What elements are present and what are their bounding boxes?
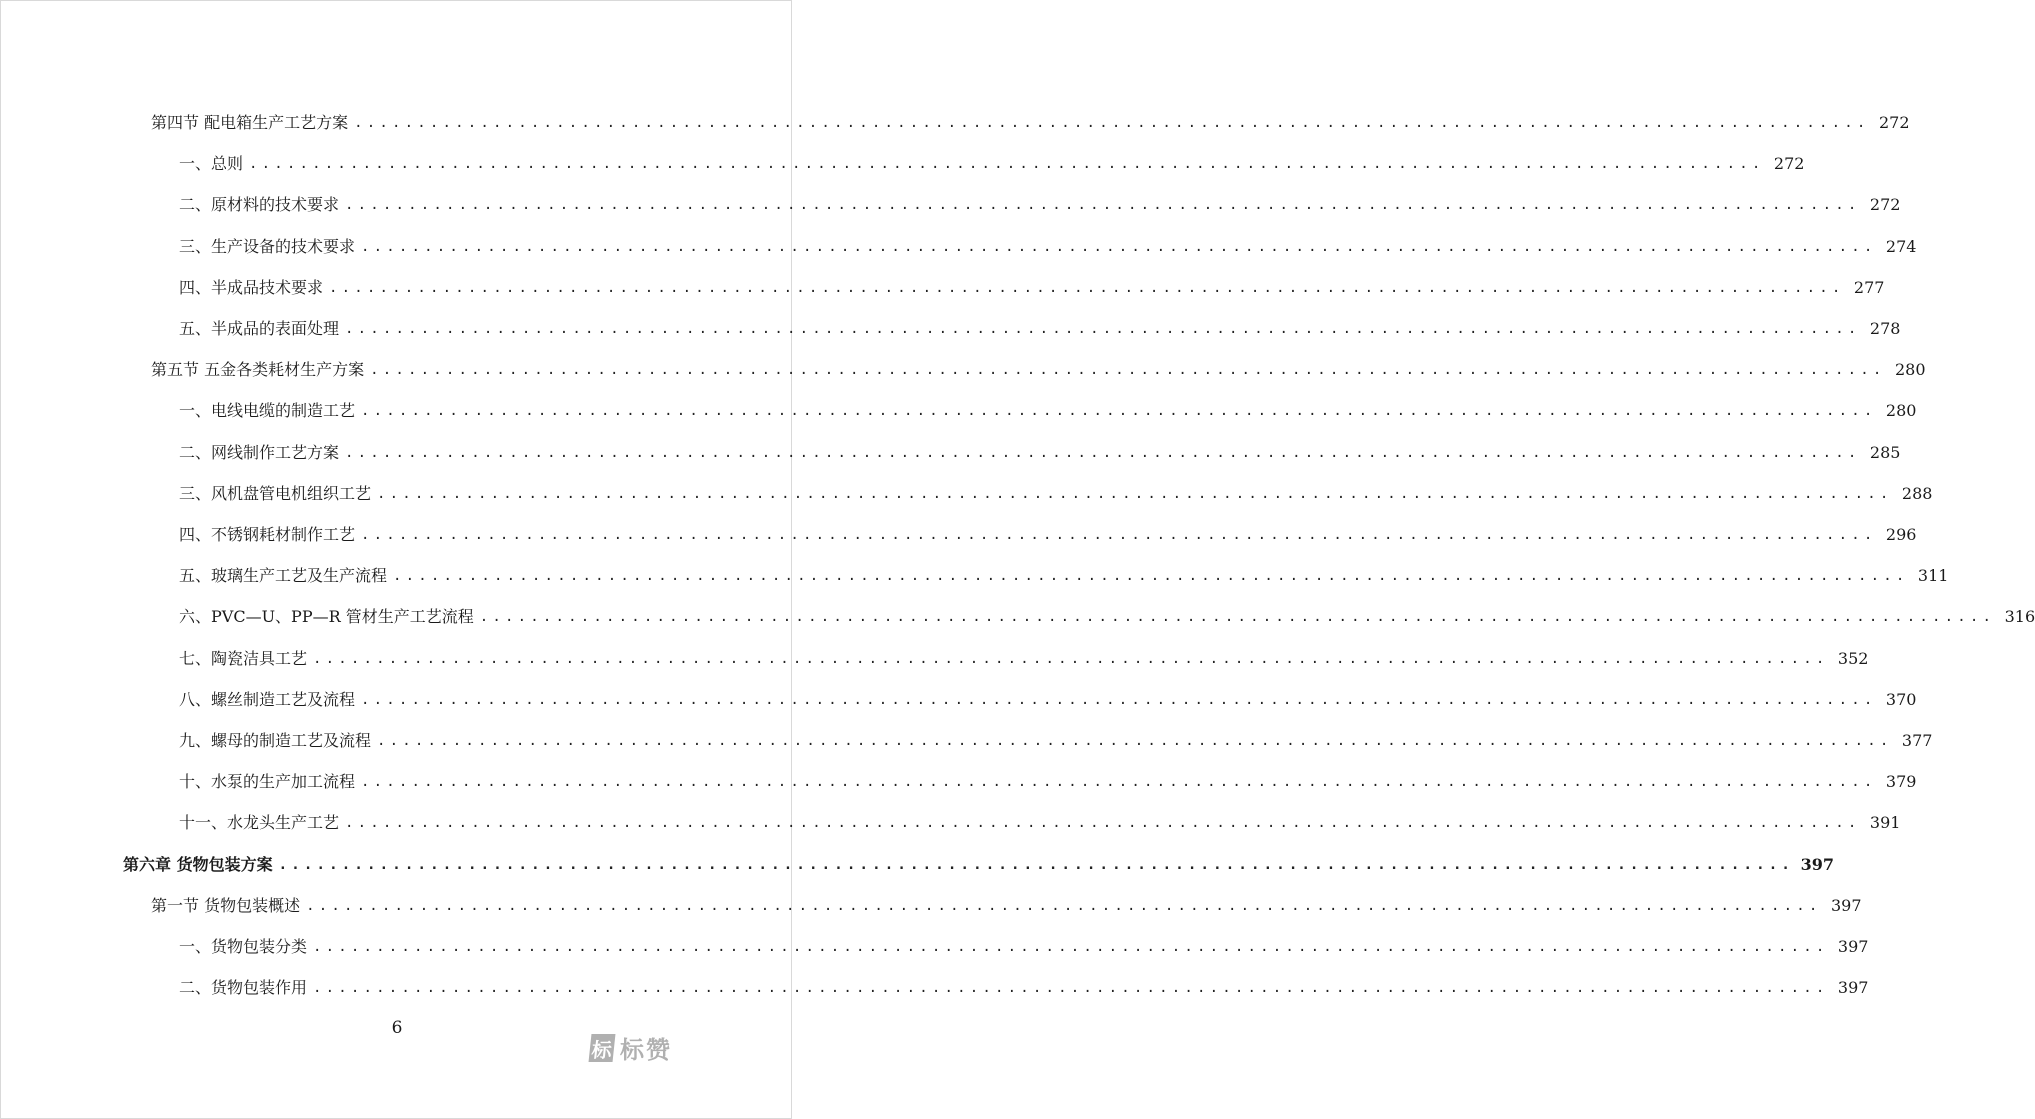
toc-leader-dots: ........................................................................................................................ (377, 733, 1893, 749)
toc-entry[interactable] (1, 439, 1901, 463)
toc-entry-page: 377 (1901, 731, 1933, 750)
toc-entry-page: 397 (1837, 978, 1869, 998)
toc-entry-page: 311 (1917, 566, 1949, 586)
toc-leader-dots: ........................................................................................................................ (345, 321, 1861, 337)
toc-entry[interactable] (1, 851, 1835, 875)
toc-entry-title: 第六章 货物包装方案 (123, 854, 273, 874)
toc-entry-page: 296 (1885, 525, 1917, 544)
toc-entry-title: 十一、水龙头生产工艺 (179, 813, 340, 833)
toc-leader-dots: ........................................................................................................................ (361, 774, 1877, 791)
toc-entry-title: 二、货物包装作用 (179, 978, 308, 998)
toc-leader-dots: ........................................................................................................................ (329, 279, 1845, 296)
watermark-logo (590, 1030, 672, 1065)
toc-entry-title: 六、PVC—U、PP—R 管材生产工艺流程 (179, 607, 474, 627)
toc-entry-title: 五、玻璃生产工艺及生产流程 (179, 566, 388, 586)
toc-entry[interactable] (1, 974, 1869, 998)
toc-entry[interactable] (1, 892, 1862, 916)
toc-entry-title: 九、螺母的制造工艺及流程 (179, 731, 372, 750)
toc-entry-title: 八、螺丝制造工艺及流程 (179, 689, 356, 709)
toc-leader-dots: ........................................................................................................................ (345, 444, 1861, 461)
toc-entry-title: 五、半成品的表面处理 (179, 319, 340, 338)
toc-leader-dots: ........................................................................................................................ (377, 485, 1893, 502)
toc-entry[interactable] (1, 521, 1917, 545)
toc-entry[interactable] (1, 809, 1901, 833)
toc-leader-dots: ........................................................................................................................ (313, 980, 1829, 997)
toc-leader-dots: ........................................................................................................................ (361, 527, 1877, 543)
toc-entry[interactable] (1, 315, 1901, 339)
toc-entry-title: 一、总则 (179, 154, 244, 174)
toc-entry[interactable] (1, 645, 1869, 669)
toc-entry[interactable] (1, 150, 1805, 174)
toc-leader-dots: ........................................................................................................................ (313, 650, 1829, 667)
toc-entry[interactable] (1, 233, 1917, 257)
toc-entry-page: 285 (1869, 442, 1901, 462)
toc-entry-page: 277 (1853, 277, 1885, 297)
toc-entry-page: 280 (1895, 360, 1926, 380)
toc-entry[interactable] (1, 356, 1926, 380)
toc-leader-dots: ........................................................................................................................ (361, 238, 1877, 255)
toc-entry-title: 第五节 五金各类耗材生产方案 (151, 360, 365, 380)
toc-entry-title: 三、生产设备的技术要求 (179, 236, 356, 256)
toc-leader-dots: ........................................................................................................................ (278, 856, 1795, 873)
toc-entry[interactable] (1, 603, 2035, 627)
toc-leader-dots: ........................................................................................................................ (306, 897, 1822, 914)
toc-entry[interactable] (1, 768, 1917, 792)
toc-entry-title: 第一节 货物包装概述 (151, 895, 301, 915)
toc-entry-page: 272 (1773, 154, 1805, 174)
toc-leader-dots: ........................................................................................................................ (370, 362, 1886, 379)
toc-entry-page: 316 (2004, 607, 2035, 627)
toc-leader-dots: ........................................................................................................................ (354, 115, 1870, 131)
toc-entry-title: 二、网线制作工艺方案 (179, 442, 340, 462)
toc-entry-page: 272 (1869, 195, 1901, 215)
toc-entry-title: 三、风机盘管电机组织工艺 (179, 483, 372, 503)
toc-leader-dots: ........................................................................................................................ (345, 197, 1861, 214)
toc-entry[interactable] (1, 933, 1869, 957)
toc-entry[interactable] (1, 727, 1933, 751)
logo-text: 标赞 (620, 1036, 672, 1064)
toc-entry-title: 四、不锈钢耗材制作工艺 (179, 525, 356, 544)
toc-entry[interactable] (1, 397, 1917, 421)
toc-leader-dots: ........................................................................................................................ (393, 568, 1909, 585)
toc-entry-title: 第四节 配电箱生产工艺方案 (151, 113, 349, 132)
toc-entry[interactable] (1, 274, 1885, 298)
toc-entry-title: 七、陶瓷洁具工艺 (179, 648, 308, 668)
toc-entry-page: 272 (1879, 113, 1910, 132)
toc-entry-page: 280 (1885, 401, 1917, 421)
toc-leader-dots: ........................................................................................................................ (345, 815, 1861, 832)
toc-leader-dots: ........................................................................................................................ (313, 939, 1829, 955)
toc-entry-title: 一、电线电缆的制造工艺 (179, 401, 356, 421)
toc-leader-dots: ........................................................................................................................ (361, 691, 1877, 708)
toc-entry-page: 278 (1869, 319, 1901, 338)
toc-entry-page: 397 (1837, 937, 1869, 956)
toc-entry[interactable] (1, 562, 1949, 586)
toc-entry-page: 352 (1837, 648, 1869, 668)
toc-entry-page: 391 (1869, 813, 1901, 833)
toc-entry[interactable] (1, 191, 1901, 215)
toc-entry-title: 四、半成品技术要求 (179, 277, 324, 297)
toc-entry-page: 370 (1885, 689, 1917, 709)
toc-entry-page: 274 (1885, 236, 1917, 256)
toc-entry-title: 一、货物包装分类 (179, 937, 308, 956)
logo-mark-icon: 标 (589, 1034, 616, 1062)
page-number: 6 (391, 1018, 403, 1038)
toc-entry-title: 十、水泵的生产加工流程 (179, 772, 356, 792)
toc-entry-page: 397 (1831, 895, 1862, 915)
toc-entry-title: 二、原材料的技术要求 (179, 195, 340, 215)
toc-entry[interactable] (1, 109, 1910, 133)
toc-entry[interactable] (1, 480, 1933, 504)
toc-entry-page: 288 (1901, 483, 1933, 503)
toc-leader-dots: ........................................................................................................................ (249, 156, 1765, 173)
toc-entry-page: 397 (1800, 854, 1835, 874)
toc-entry-page: 379 (1885, 772, 1917, 792)
toc-entry[interactable] (1, 686, 1917, 710)
toc-leader-dots: ........................................................................................................................ (361, 403, 1877, 420)
toc-leader-dots: ........................................................................................................................ (479, 609, 1996, 626)
